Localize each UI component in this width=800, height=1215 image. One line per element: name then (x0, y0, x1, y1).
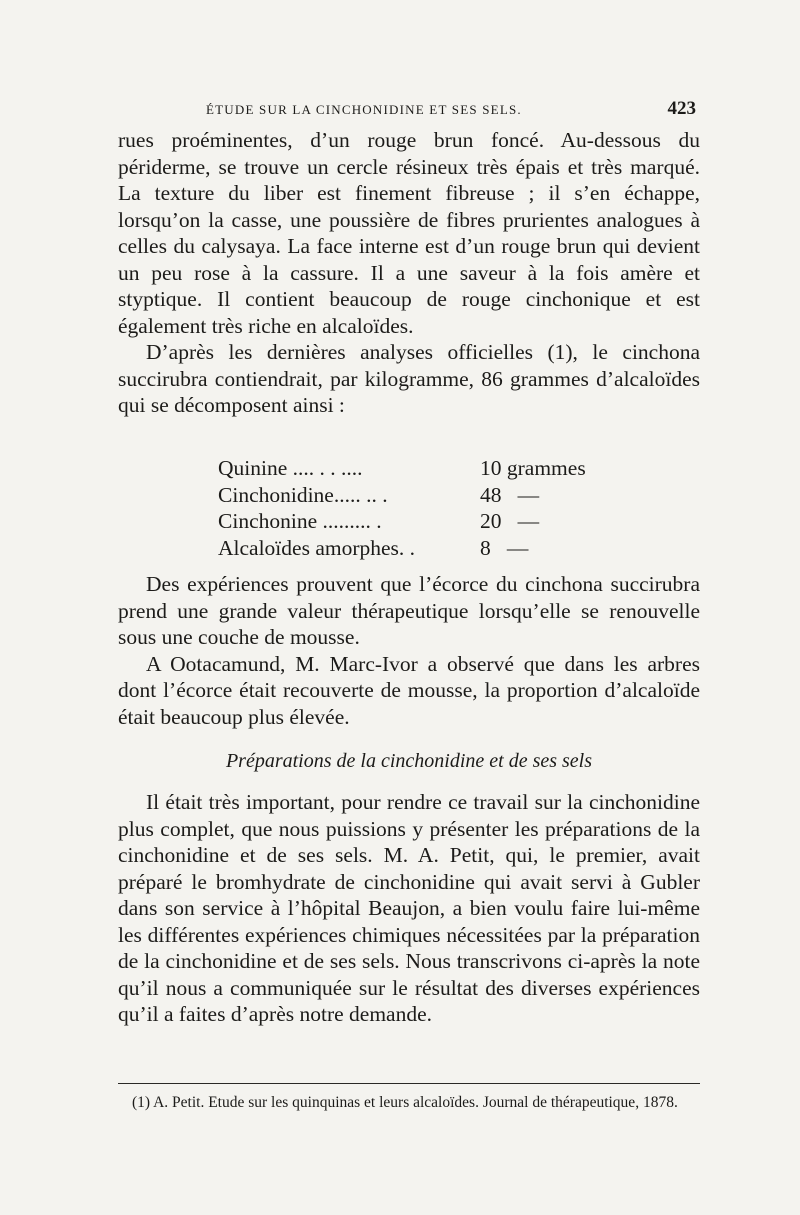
middle-text-block (118, 571, 700, 730)
composition-value: 20 — (480, 509, 540, 533)
composition-row (218, 455, 618, 482)
page-number: 423 (667, 98, 696, 119)
paragraph-preparations: Il était très important, pour rendre ce travail sur la cinchonidine plus complet, que nous puissions y présenter les préparations de la cinchonidine et de ses sels. M. A. Petit, qui, le premier, avait préparé le bromhydrate de cinchonidine qui avait servi à Gubler dans son service à l’hôpital Beaujon, a bien voulu faire lui-même les différentes expériences chimiques nécessitées par la préparation de la cinchonidine et de ses sels. Nous transcrivons ci-après la note qu’il nous a communiquée sur le résultat des diverses expériences qu’il a faites d’après notre demande. (118, 790, 700, 1026)
paragraph-bark-description: rues proéminentes, d’un rouge brun foncé. Au-dessous du périderme, se trouve un cercle résineux très épais et très marqué. La texture du liber est finement fibreuse ; il s’en échappe, lorsqu’on la casse, une poussière de fibres prurientes analogues à celles du calysaya. La face interne est d’un rouge brun qui devient un peu rose à la cassure. Il a une saveur à la fois amère et styptique. Il contient beaucoup de rouge cinchonique et est également très riche en alcaloïdes. (118, 128, 700, 338)
upper-text-block (118, 127, 700, 419)
composition-row (218, 482, 618, 509)
footnote-text: (1) A. Petit. Etude sur les quinquinas et leurs alcaloïdes. Journal de thérapeutique, 1878. (132, 1094, 678, 1111)
paragraph-ootacamund: A Ootacamund, M. Marc-Ivor a observé que dans les arbres dont l’écorce était recouverte de mousse, la proportion d’alcaloïde était beaucoup plus élevée. (118, 651, 700, 729)
section-heading: Préparations de la cinchonidine et de ses sels (225, 750, 593, 772)
composition-value: 8 — (480, 535, 529, 560)
footnote-divider (118, 1083, 700, 1084)
running-head (118, 100, 700, 126)
composition-value: 10 grammes (480, 456, 586, 480)
running-title: ÉTUDE SUR LA CINCHONIDINE ET SES SELS. (206, 102, 522, 117)
alkaloid-composition-list (218, 455, 618, 561)
composition-row (218, 508, 618, 535)
composition-value: 48 — (480, 482, 540, 507)
footnote (118, 1092, 700, 1113)
lower-text-block (118, 789, 700, 1028)
composition-name: Alcaloïdes amorphes. . (218, 535, 416, 560)
composition-name: Quinine .... . . .... (218, 456, 368, 480)
composition-row (218, 535, 618, 562)
paragraph-analyses: D’après les dernières analyses officielles (1), le cinchona succirubra contiendrait, par kilogramme, 86 grammes d’alcaloïdes qui se décomposent ainsi : (118, 340, 700, 417)
composition-name: Cinchonidine..... .. . (218, 482, 388, 507)
paragraph-moss-experiments: Des expériences prouvent que l’écorce du cinchona succirubra prend une grande valeur thérapeutique lorsqu’elle se renouvelle sous une couche de mousse. (118, 572, 700, 649)
composition-name: Cinchonine ......... . (218, 509, 382, 533)
